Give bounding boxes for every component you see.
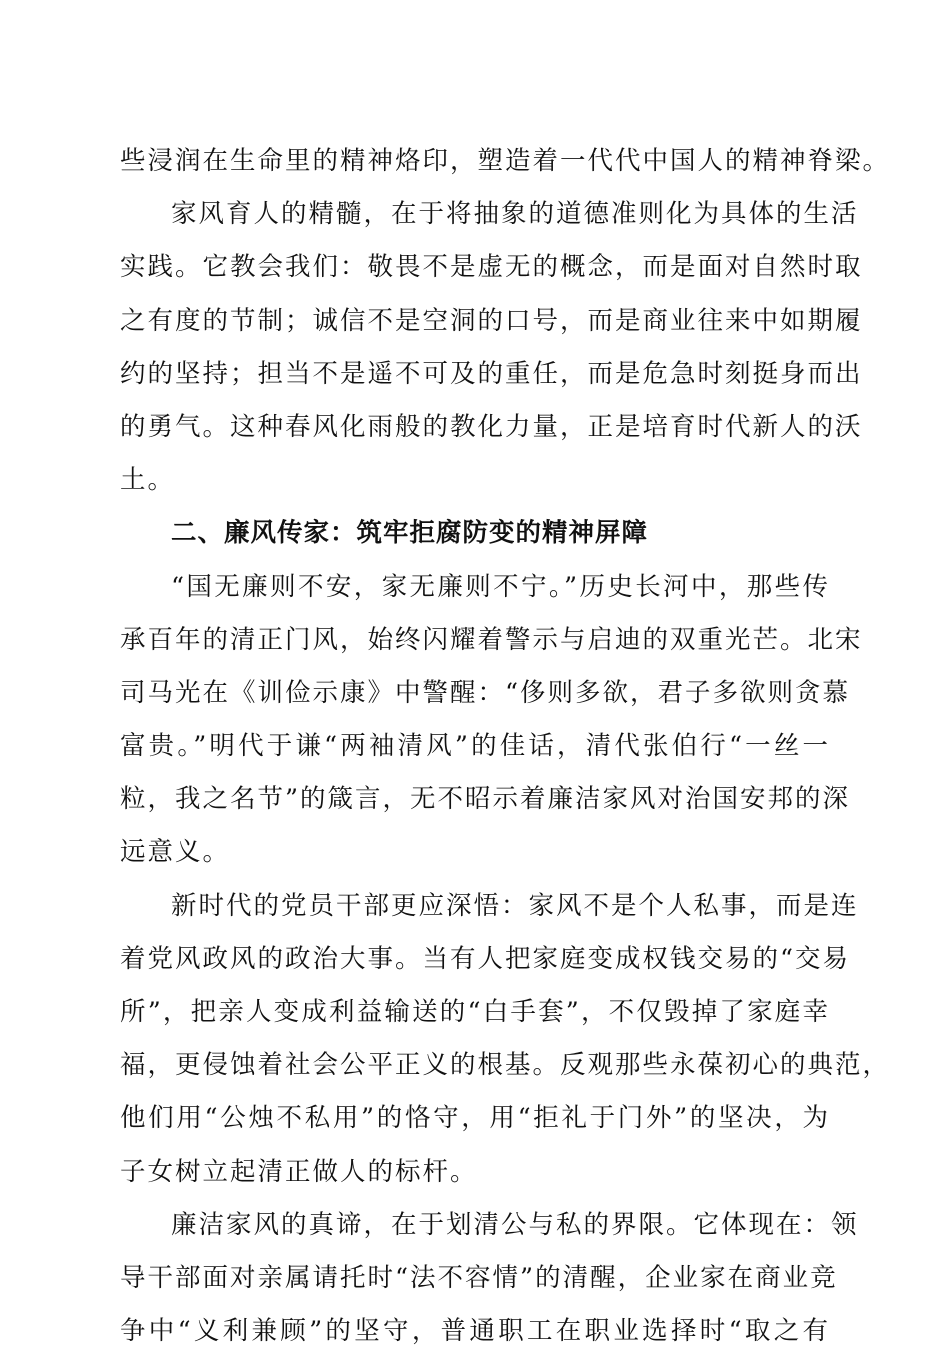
paragraph-line: 导干部面对亲属请托时“法不容情”的清醒，企业家在商业竞 bbox=[120, 1262, 838, 1293]
paragraph-line: 新时代的党员干部更应深悟：家风不是个人私事，而是连 bbox=[171, 890, 859, 921]
paragraph-line: 粒，我之名节”的箴言，无不昭示着廉洁家风对治国安邦的深 bbox=[120, 784, 851, 815]
paragraph-line: 远意义。 bbox=[120, 837, 231, 868]
paragraph-line: 的勇气。这种春风化雨般的教化力量，正是培育时代新人的沃 bbox=[120, 411, 863, 442]
paragraph-line: 实践。它教会我们：敬畏不是虚无的概念，而是面对自然时取 bbox=[120, 252, 863, 283]
paragraph-line: 着党风政风的政治大事。当有人把家庭变成权钱交易的“交易 bbox=[120, 943, 851, 974]
paragraph-line: 子女树立起清正做人的标杆。 bbox=[120, 1156, 478, 1187]
paragraph-line: 争中“义利兼顾”的坚守，普通职工在职业选择时“取之有 bbox=[120, 1316, 830, 1347]
paragraph-line: “国无廉则不安，家无廉则不宁。”历史长河中，那些传 bbox=[171, 571, 830, 602]
paragraph-line: 约的坚持；担当不是遥不可及的重任，而是危急时刻挺身而出 bbox=[120, 358, 863, 389]
paragraph-line: 些浸润在生命里的精神烙印，塑造着一代代中国人的精神脊梁。 bbox=[120, 146, 891, 176]
paragraph-line: 承百年的清正门风，始终闪耀着警示与启迪的双重光芒。北宋 bbox=[120, 624, 863, 655]
paragraph-line: 家风育人的精髓，在于将抽象的道德准则化为具体的生活 bbox=[171, 199, 859, 230]
paragraph-line: 土。 bbox=[120, 465, 176, 496]
paragraph-line: 司马光在《训俭示康》中警醒：“侈则多欲，君子多欲则贪慕 bbox=[120, 677, 851, 708]
paragraph-line: 福，更侵蚀着社会公平正义的根基。反观那些永葆初心的典范， bbox=[120, 1050, 891, 1081]
document-body bbox=[120, 135, 891, 1358]
paragraph-line: 富贵。”明代于谦“两袖清风”的佳话，清代张伯行“一丝一 bbox=[120, 731, 830, 762]
paragraph-line: 之有度的节制；诚信不是空洞的口号，而是商业往来中如期履 bbox=[120, 305, 863, 336]
section-heading: 二、廉风传家：筑牢拒腐防变的精神屏障 bbox=[171, 518, 649, 549]
paragraph-line: 所”，把亲人变成利益输送的“白手套”，不仅毁掉了家庭幸 bbox=[120, 997, 830, 1027]
paragraph-line: 他们用“公烛不私用”的恪守，用“拒礼于门外”的坚决，为 bbox=[120, 1103, 830, 1134]
paragraph-line: 廉洁家风的真谛，在于划清公与私的界限。它体现在：领 bbox=[171, 1209, 859, 1240]
